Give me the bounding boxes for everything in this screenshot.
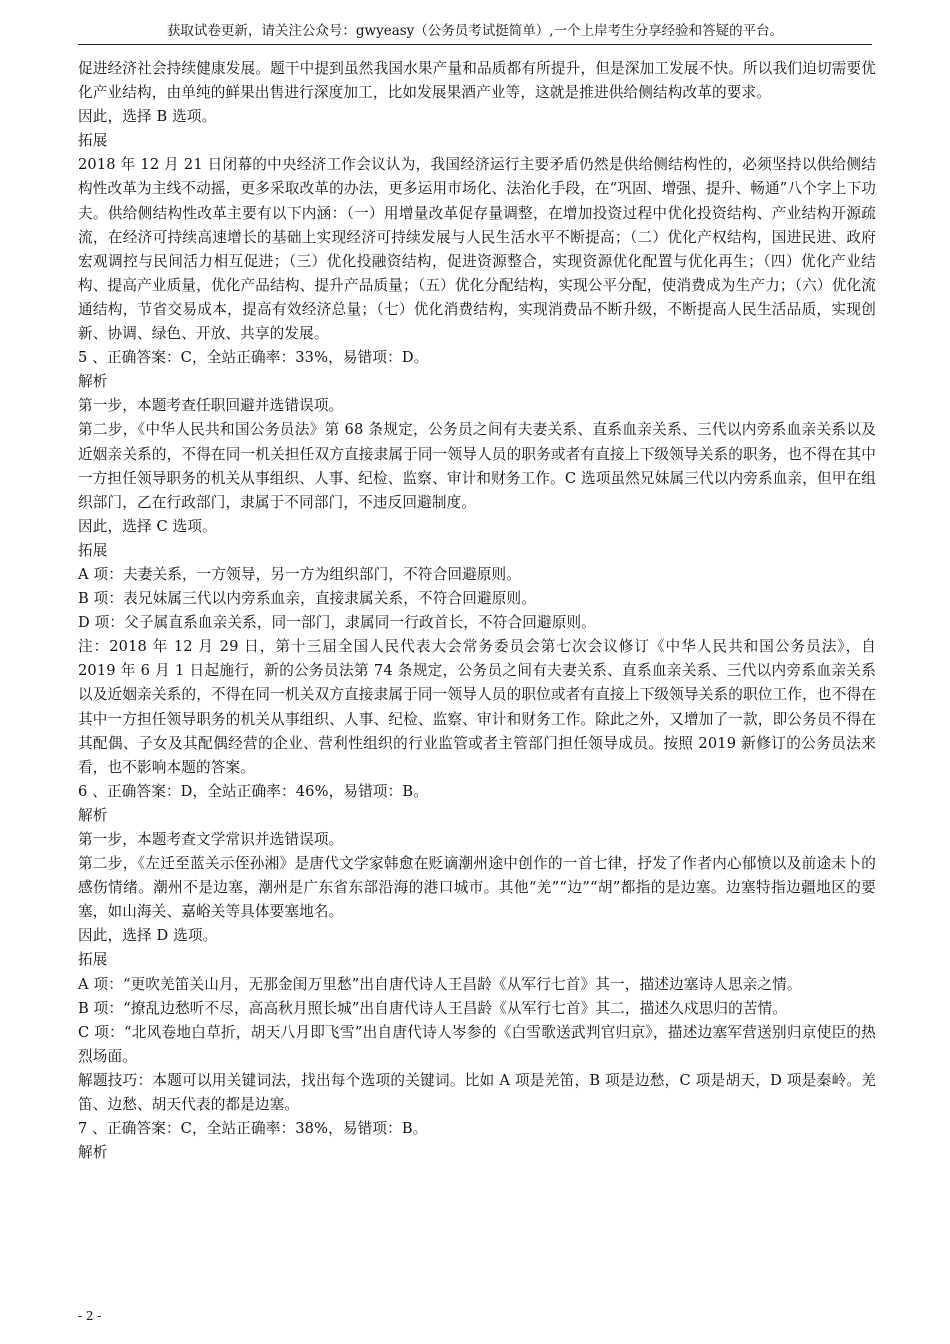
paragraph: 第一步，本题考查文学常识并选错误项。 — [78, 831, 344, 848]
page-header: 获取试卷更新，请关注公众号：gwyeasy（公务员考试挺简单）,一个上岸考生分享经验和答疑的平台。 — [78, 18, 872, 45]
page-number: - 2 - — [78, 1309, 102, 1323]
answer-line: 7 、正确答案：C，全站正确率：38%，易错项：B。 — [78, 1120, 428, 1138]
answer-line: 5 、正确答案：C，全站正确率：33%，易错项：D。 — [78, 349, 429, 367]
section-label: 拓展 — [78, 541, 108, 559]
paragraph: D 项：父子属直系血亲关系，同一部门，隶属同一行政首长，不符合回避原则。 — [78, 614, 596, 632]
paragraph: 第二步，《中华人民共和国公务员法》第 68 条规定，公务员之间有夫妻关系、直系血亲关系、三代以内旁系血亲关系以及近姻亲关系的，不得在同一机关担任双方直接隶属于同一领导人员的职务或者有直接上下级领导关系的职务，也不得在其中一方担任领导职务的机关从事组织、人事、纪检、监察、审计和财务工作。C 选项虽然兄妹属三代以内旁系血亲，但甲在组织部门，乙在行政部门，隶属于不同部门，不违反回避制度。 — [78, 421, 876, 511]
paragraph: 促进经济社会持续健康发展。题干中提到虽然我国水果产量和品质都有所提升，但是深加工发展不快。所以我们迫切需要优化产业结构，由单纯的鲜果出售进行深度加工，比如发展果酒产业等，这就是推进供给侧结构改革的要求。 — [78, 60, 876, 102]
paragraph: A 项：夫妻关系，一方领导，另一方为组织部门，不符合回避原则。 — [78, 565, 522, 583]
paragraph: 第二步，《左迁至蓝关示侄孙湘》是唐代文学家韩愈在贬谪潮州途中创作的一首七律，抒发了作者内心郁愤以及前途未卜的感伤情绪。潮州不是边塞，潮州是广东省东部沿海的港口城市。其他“羌”“边”“胡”都指的是边塞。边塞特指边疆地区的要塞，如山海关、嘉峪关等具体要塞地名。 — [78, 855, 876, 921]
section-label: 拓展 — [78, 132, 108, 150]
section-label: 解析 — [78, 373, 108, 391]
paragraph: 因此，选择 C 选项。 — [78, 517, 217, 535]
answer-line: 6 、正确答案：D，全站正确率：46%，易错项：B。 — [78, 782, 428, 800]
section-label: 解析 — [78, 806, 108, 824]
paragraph: C 项：“北风卷地白草折，胡天八月即飞雪”出自唐代诗人岑参的《白雪歌送武判官归京》，描述边塞军营送别归京使臣的热烈场面。 — [78, 1023, 876, 1065]
paragraph: A 项：“更吹羌笛关山月，无那金闺万里愁”出自唐代诗人王昌龄《从军行七首》其一，描述边塞诗人思亲之情。 — [78, 975, 802, 993]
paragraph: 2018 年 12 月 21 日闭幕的中央经济工作会议认为，我国经济运行主要矛盾仍然是供给侧结构性的，必须坚持以供给侧结构性改革为主线不动摇，更多采取改革的办法，更多运用市场化、法治化手段，在“巩固、增强、提升、畅通”八个字上下功夫。供给侧结构性改革主要有以下内涵：（一）用增量改革促存量调整，在增加投资过程中优化投资结构、产业结构开源疏流，在经济可持续高速增长的基础上实现经济可持续发展与人民生活水平不断提高；（二）优化产权结构，国进民进、政府宏观调控与民间活力相互促进；（三）优化投融资结构，促进资源整合，实现资源优化配置与优化再生；（四）优化产业结构、提高产业质量，优化产品结构、提升产品质量；（五）优化分配结构，实现公平分配，使消费成为生产力；（六）优化流通结构，节省交易成本，提高有效经济总量；（七）优化消费结构，实现消费品不断升级，不断提高人民生活品质，实现创新、协调、绿色、开放、共享的发展。 — [78, 156, 876, 343]
section-label: 解析 — [78, 1144, 108, 1162]
document-body — [78, 57, 876, 1165]
paragraph: 因此，选择 D 选项。 — [78, 927, 218, 945]
paragraph: B 项：表兄妹属三代以内旁系血亲，直接隶属关系，不符合回避原则。 — [78, 590, 536, 608]
section-label: 拓展 — [78, 951, 108, 969]
paragraph: 第一步，本题考查任职回避并选错误项。 — [78, 397, 344, 415]
paragraph: 因此，选择 B 选项。 — [78, 108, 217, 126]
paragraph: 解题技巧：本题可以用关键词法，找出每个选项的关键词。比如 A 项是羌笛，B 项是边愁，C 项是胡天，D 项是秦岭。羌笛、边愁、胡天代表的都是边塞。 — [78, 1071, 876, 1114]
paragraph: 注：2018 年 12 月 29 日，第十三届全国人民代表大会常务委员会第七次会议修订《中华人民共和国公务员法》，自 2019 年 6 月 1 日起施行，新的公务员法第 74 条规定，公务员之间有夫妻关系、直系血亲关系、三代以内旁系血亲关系以及近姻亲关系的，不得在同一机关双方直接隶属于同一领导人员的职位或者有直接上下级领导关系的职位工作，也不得在其中一方担任领导职务的机关从事组织、人事、纪检、监察、审计和财务工作。除此之外，又增加了一款，即公务员不得在其配偶、子女及其配偶经营的企业、营利性组织的行业监管或者主管部门担任领导成员。按照 2019 新修订的公务员法来看，也不影响本题的答案。 — [78, 638, 876, 776]
paragraph: B 项：“撩乱边愁听不尽，高高秋月照长城”出自唐代诗人王昌龄《从军行七首》其二，描述久戍思归的苦情。 — [78, 999, 788, 1017]
